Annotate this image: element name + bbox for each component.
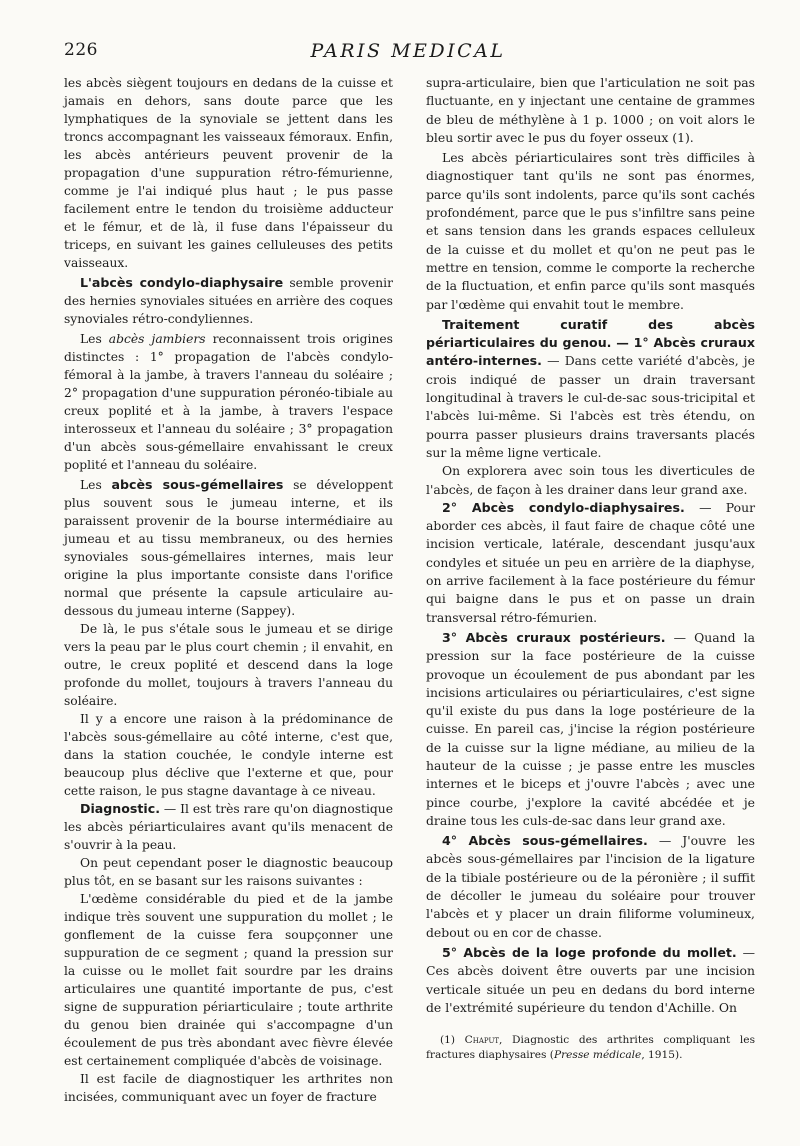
paragraph: Les abcès sous-gémellaires se développent plus souvent sous le jumeau interne, et ils paraissent provenir de la bourse intermédiaire au jumeau et au tissu membraneux, ou des hernies synoviales sous-gémellaires internes, mais leur origine la plus importante consiste dans l'orifice normal que présente la capsule articulaire au-dessous du jumeau interne (Sappey). xyxy=(64,477,394,618)
paragraph: L'œdème considérable du pied et de la jambe indique très souvent une suppuration du mollet ; le gonflement de la cuisse fera soupçonner une suppuration de ce segment ; quand la pression sur la cuisse ou le mollet fait sourdre par les drains articulaires une quantité importante de pus, c'est signe de suppuration périarticulaire ; toute arthrite du genou bien drainée qui s'accompagne d'un écoulement de pus très abondant avec fièvre élevée est certainement compliquée d'abcès de voisinage. xyxy=(64,892,393,1068)
section-heading: abcès sous-gémellaires xyxy=(111,477,284,492)
paragraph: De là, le pus s'étale sous le jumeau et se dirige vers la peau par le plus court chemin ; il envahit, en outre, le creux poplité et descend dans la loge profonde du mollet, toujours à travers l'anneau du soléaire. xyxy=(64,622,393,708)
paragraph: 2° Abcès condylo-diaphysaires. — Pour aborder ces abcès, il faut faire de chaque côté une incision verticale, latérale, descendant jusqu'aux condyles et située un peu en arrière de la diaphyse, on arrive facilement à la face postérieure du fémur qui baigne dans le pus et on passe un drain transversal rétro-fémurien. xyxy=(426,499,755,625)
section-heading: 2° Abcès condylo-diaphysaires. xyxy=(442,499,685,515)
journal-title: PARIS MEDICAL xyxy=(310,40,506,62)
paragraph: Diagnostic. — Il est très rare qu'on diagnostique les abcès périarticulaires avant qu'ils menacent de s'ouvrir à la peau. xyxy=(64,801,393,852)
right-column xyxy=(426,74,755,1017)
section-heading: Traitement curatif des abcès périarticulaires du genou. — 1° Abcès cruraux antéro-internes. xyxy=(426,316,755,369)
section-heading: 5° Abcès de la loge profonde du mollet. xyxy=(442,944,737,960)
page-number: 226 xyxy=(64,40,98,60)
paragraph: supra-articulaire, bien que l'articulation ne soit pas fluctuante, en y injectant une centaine de grammes de bleu de méthylène à 1 p. 1000 ; on voit alors le bleu sortir avec le pus du foyer osseux (1). xyxy=(426,75,755,145)
section-heading: Diagnostic. xyxy=(80,801,160,816)
section-heading: L'abcès condylo-diaphysaire xyxy=(80,275,284,290)
paragraph: 3° Abcès cruraux postérieurs. — Quand la pression sur la face postérieure de la cuisse provoque un écoulement de pus abondant par les incisions articulaires ou périarticulaires, c'est signe qu'il existe du pus dans la loge postérieure de la cuisse. En pareil cas, j'incise la région postérieure de la cuisse sur la ligne médiane, au milieu de la hauteur de la cuisse ; je passe entre les muscles internes et le biceps et j'ouvre l'abcès ; avec une pince courbe, j'explore la cavité abcédée et je draine tous les culs-de-sac dans leur grand axe. xyxy=(426,629,756,828)
left-column xyxy=(64,74,393,1106)
paragraph: les abcès siègent toujours en dedans de la cuisse et jamais en dehors, sans doute parce que les lymphatiques de la synoviale se jettent dans les troncs accompagnant les vaisseaux fémoraux. Enfin, les abcès antérieurs peuvent provenir de la propagation d'une suppuration rétro-fémurienne, comme je l'ai indiqué plus haut ; le pus passe facilement entre le tendon du troisième adducteur et le fémur, et de là, il fuse dans l'épaisseur du triceps, en suivant les gaines celluleuses des petits vaisseaux. xyxy=(64,76,393,270)
paragraph: 5° Abcès de la loge profonde du mollet. — Ces abcès doivent être ouverts par une incision verticale située un peu en dedans du bord interne de l'extrémité supérieure du tendon d'Achille. On xyxy=(426,944,755,1015)
paragraph: On peut cependant poser le diagnostic beaucoup plus tôt, en se basant sur les raisons suivantes : xyxy=(64,856,393,888)
paragraph: Les abcès jambiers reconnaissent trois origines distinctes : 1° propagation de l'abcès condylo-fémoral à la jambe, à travers l'anneau du soléaire ; 2° propagation d'une suppuration péronéo-tibiale au creux poplité et à la jambe, à travers l'espace interosseux et l'anneau du soléaire ; 3° propagation d'un abcès sous-gémellaire envahissant le creux poplité et l'anneau du soléaire. xyxy=(64,332,393,472)
paragraph: Il y a encore une raison à la prédominance de l'abcès sous-gémellaire au côté interne, c'est que, dans la station couchée, le condyle interne est beaucoup plus déclive que l'externe et que, pour cette raison, le pus stagne davantage à ce niveau. xyxy=(64,712,393,798)
footnote xyxy=(426,1033,755,1063)
paragraph: L'abcès condylo-diaphysaire semble provenir des hernies synoviales situées en arrière des coques synoviales rétro-condyliennes. xyxy=(64,275,393,326)
paragraph: 4° Abcès sous-gémellaires. — J'ouvre les abcès sous-gémellaires par l'incision de la ligature de la tibiale postérieure ou de la péronière ; il suffit de décoller le jumeau du soléaire pour trouver l'abcès et y placer un drain filiforme volumineux, debout ou en cor de chasse. xyxy=(426,833,755,940)
paragraph: On explorera avec soin tous les diverticules de l'abcès, de façon à les drainer dans leur grand axe. xyxy=(426,463,755,497)
page-header xyxy=(64,40,752,70)
paragraph: Il est facile de diagnostiquer les arthrites non incisées, communiquant avec un foyer de fracture xyxy=(64,1072,393,1104)
paragraph: Les abcès périarticulaires sont très difficiles à diagnostiquer tant qu'ils ne sont pas énormes, parce qu'ils sont indolents, parce qu'ils sont cachés profondément, parce que le pus s'infiltre sans peine et sans tension dans les grands espaces celluleux de la cuisse et du mollet et qu'on ne peut pas le mettre en tension, comme le comporte la recherche de la fluctuation, et enfin parce qu'ils sont masqués par l'œdème qui envahit tout le membre. xyxy=(426,150,755,312)
footnote-text: (1) Chaput, Diagnostic des arthrites compliquant les fractures diaphysaires (Presse médicale, 1915). xyxy=(426,1034,756,1061)
section-heading: 4° Abcès sous-gémellaires. xyxy=(442,833,648,849)
footnote-journal: Presse médicale xyxy=(553,1049,642,1061)
footnote-author: Chaput xyxy=(464,1034,500,1046)
paragraph: Traitement curatif des abcès périarticulaires du genou. — 1° Abcès cruraux antéro-internes. — Dans cette variété d'abcès, je crois indiqué de passer un drain traversant longitudinal à travers le cul-de-sac sous-tricipital et l'abcès lui-même. Si l'abcès est très étendu, on pourra passer plusieurs drains traversants placés sur la même ligne verticale. xyxy=(426,316,755,460)
section-heading: 3° Abcès cruraux postérieurs. xyxy=(442,629,666,645)
